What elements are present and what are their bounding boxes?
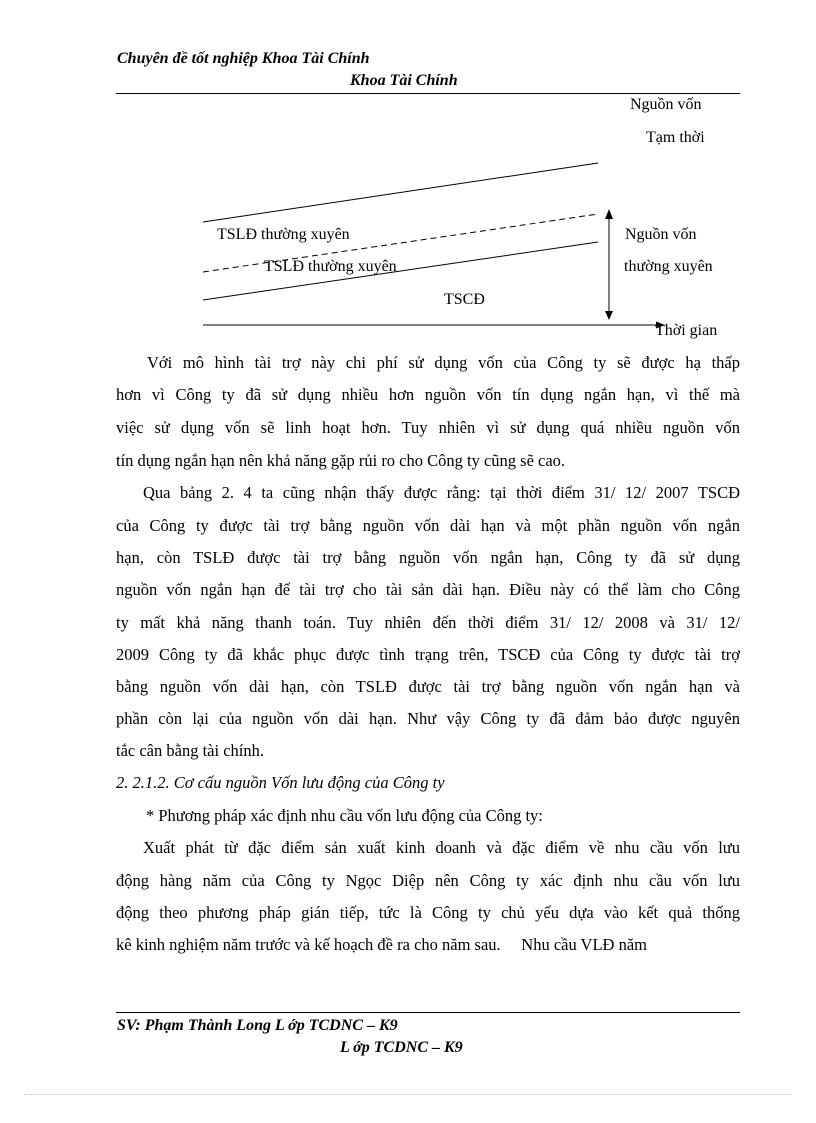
- paragraph-line: tắc cân bằng tài chính.: [116, 741, 264, 760]
- paragraph-line: phần còn lại của nguồn vốn dài hạn. Như vậy Công ty đã đảm bảo được nguyên: [116, 709, 740, 728]
- paragraph-line: Với mô hình tài trợ này chi phí sử dụng vốn của Công ty sẽ được hạ thấp: [147, 353, 740, 372]
- perm-capital-label-2: thường xuyên: [624, 258, 713, 275]
- paragraph-line: Qua bảng 2. 4 ta cũng nhận thấy được rằng: tại thời điểm 31/ 12/ 2007 TSCĐ: [143, 483, 740, 502]
- footer-student: SV: Phạm Thành Long L ớp TCDNC – K9: [117, 1017, 398, 1034]
- arrow-head-down: [605, 311, 613, 320]
- temp-capital-label-1: Nguồn vốn: [630, 96, 702, 113]
- paragraph-line: 2009 Công ty đã khắc phục được tình trạng trên, TSCĐ của Công ty được tài trợ: [116, 645, 740, 664]
- tsld-label-upper: TSLĐ thường xuyên: [217, 226, 350, 243]
- paragraph-line: bằng nguồn vốn dài hạn, còn TSLĐ được tài trợ bằng nguồn vốn ngắn hạn và: [116, 677, 740, 696]
- time-axis-label: Thời gian: [655, 322, 718, 339]
- footer-rule: [116, 1012, 740, 1013]
- paragraph-line: việc sử dụng vốn sẽ linh hoạt hơn. Tuy nhiên vì sử dụng quá nhiều nguồn vốn: [116, 418, 740, 437]
- paragraph-line: nguồn vốn ngắn hạn để tài trợ cho tài sản dài hạn. Điều này có thể làm cho Công: [116, 580, 740, 599]
- perm-capital-label-1: Nguồn vốn: [625, 226, 697, 243]
- footer-class: L ớp TCDNC – K9: [340, 1039, 463, 1056]
- page-bottom-dotted-border: [24, 1094, 792, 1095]
- paragraph-line: hạn, còn TSLĐ được tài trợ bằng nguồn vốn ngắn hạn, Công ty đã sử dụng: [116, 548, 740, 567]
- arrow-head-up: [605, 209, 613, 219]
- paragraph-line: hơn vì Công ty đã sử dụng nhiều hơn nguồn vốn tín dụng ngắn hạn, vì thế mà: [116, 385, 740, 404]
- paragraph-line: kê kinh nghiệm năm trước và kế hoạch đề ra cho năm sau. Nhu cầu VLĐ năm: [116, 935, 647, 954]
- header-subtitle: Khoa Tài Chính: [350, 72, 458, 89]
- bullet-line: * Phương pháp xác định nhu cầu vốn lưu động của Công ty:: [146, 806, 543, 825]
- paragraph-line: động hàng năm của Công ty Ngọc Diệp nên Công ty xác định nhu cầu vốn lưu: [116, 871, 740, 890]
- paragraph-line: động theo phương pháp gián tiếp, tức là Công ty chủ yếu dựa vào kết quả thống: [116, 903, 740, 922]
- paragraph-line: Xuất phát từ đặc điểm sản xuất kinh doanh và đặc điểm về nhu cầu vốn lưu: [143, 838, 740, 857]
- section-heading: 2. 2.1.2. Cơ cấu nguồn Vốn lưu động của Công ty: [116, 773, 445, 792]
- tscd-boundary-line: [203, 242, 598, 300]
- paragraph-line: tín dụng ngắn hạn nên khả năng gặp rủi ro cho Công ty cũng sẽ cao.: [116, 451, 566, 470]
- temporary-capital-line: [203, 163, 598, 222]
- temp-capital-label-2: Tạm thời: [646, 129, 705, 146]
- paragraph-line: của Công ty được tài trợ bằng nguồn vốn dài hạn và một phần nguồn vốn ngắn: [116, 516, 740, 535]
- header-title: Chuyên đề tốt nghiệp Khoa Tài Chính: [117, 50, 370, 67]
- paragraph-line: ty mất khả năng thanh toán. Tuy nhiên đến thời điểm 31/ 12/ 2008 và 31/ 12/: [116, 613, 740, 632]
- tsld-label-lower: TSLĐ thường xuyên: [264, 258, 397, 275]
- tscd-label: TSCĐ: [444, 291, 485, 308]
